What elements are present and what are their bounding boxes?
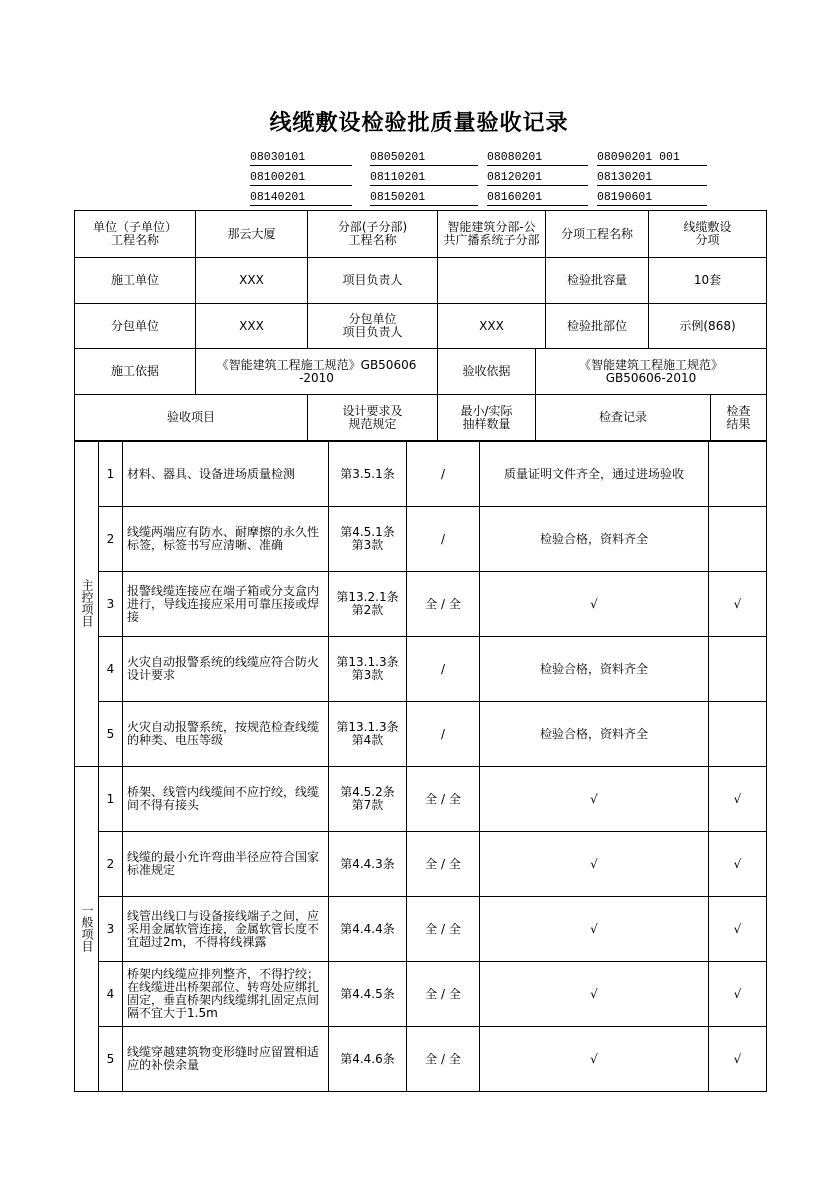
item-row — [75, 897, 767, 962]
item-sample: / — [407, 442, 480, 507]
item-description: 线管出线口与设备接线端子之间，应采用金属软管连接，金属软管长度不宜超过2m，不得将线裸露 — [123, 897, 329, 962]
accept-basis-label: 验收依据 — [438, 349, 536, 395]
location-label: 检验批部位 — [546, 304, 649, 349]
accept-basis-value: 《智能建筑工程施工规范》 GB50606-2010 — [536, 349, 767, 395]
code-row — [248, 170, 718, 190]
item-sample: 全 / 全 — [407, 1027, 480, 1092]
header-row — [75, 304, 767, 349]
item-sample: 全 / 全 — [407, 832, 480, 897]
item-row — [75, 702, 767, 767]
item-result — [709, 442, 767, 507]
item-sample: / — [407, 507, 480, 572]
header-row — [75, 349, 767, 395]
item-number: 5 — [99, 702, 123, 767]
item-number: 2 — [99, 832, 123, 897]
inspection-codes — [248, 150, 718, 210]
code: 08050201 — [370, 150, 478, 166]
column-header-row — [75, 395, 767, 441]
subcontractor-label: 分包单位 — [75, 304, 196, 349]
code: 08160201 — [487, 190, 588, 206]
header-row — [75, 258, 767, 304]
item-record: √ — [480, 962, 709, 1027]
item-sample: 全 / 全 — [407, 962, 480, 1027]
item-result — [709, 507, 767, 572]
pm-label: 项目负责人 — [308, 258, 438, 304]
item-description: 材料、器具、设备进场质量检测 — [123, 442, 329, 507]
item-row — [75, 1027, 767, 1092]
item-record: √ — [480, 897, 709, 962]
basis-value: 《智能建筑工程施工规范》GB50606 -2010 — [196, 349, 438, 395]
item-sample: / — [407, 702, 480, 767]
item-spec: 第13.1.3条 第4款 — [329, 702, 407, 767]
item-description: 报警线缆连接应在端子箱或分支盒内进行，导线连接应采用可靠压接或焊接 — [123, 572, 329, 637]
item-spec: 第4.4.3条 — [329, 832, 407, 897]
item-number: 4 — [99, 637, 123, 702]
code-row — [248, 150, 718, 170]
item-record: 检验合格，资料齐全 — [480, 507, 709, 572]
item-record: √ — [480, 1027, 709, 1092]
item-description: 桥架、线管内线缆间不应拧绞，线缆间不得有接头 — [123, 767, 329, 832]
item-result: √ — [709, 832, 767, 897]
division-label: 分部(子分部) 工程名称 — [308, 211, 438, 258]
item-number: 1 — [99, 442, 123, 507]
general-items-label: 一般项目 — [75, 767, 99, 1092]
location-value: 示例(868) — [649, 304, 767, 349]
contractor-value: XXX — [196, 258, 308, 304]
item-result — [709, 702, 767, 767]
subitem-label: 分项工程名称 — [546, 211, 649, 258]
item-sample: / — [407, 637, 480, 702]
division-value: 智能建筑分部-公 共广播系统子分部 — [438, 211, 546, 258]
item-spec: 第4.4.5条 — [329, 962, 407, 1027]
subcontractor-value: XXX — [196, 304, 308, 349]
col-record: 检查记录 — [536, 395, 711, 441]
capacity-label: 检验批容量 — [546, 258, 649, 304]
item-row — [75, 637, 767, 702]
code: 08120201 — [487, 170, 588, 186]
item-row — [75, 962, 767, 1027]
col-item: 验收项目 — [75, 395, 308, 441]
item-row — [75, 572, 767, 637]
item-result — [709, 637, 767, 702]
item-result: √ — [709, 572, 767, 637]
item-record: 检验合格，资料齐全 — [480, 637, 709, 702]
item-description: 火灾自动报警系统的线缆应符合防火设计要求 — [123, 637, 329, 702]
code: 08190601 — [597, 190, 707, 206]
item-result: √ — [709, 897, 767, 962]
code: 08130201 — [597, 170, 707, 186]
code: 08030101 — [250, 150, 352, 166]
item-spec: 第13.1.3条 第3款 — [329, 637, 407, 702]
header-row — [75, 211, 767, 258]
subitem-value: 线缆敷设 分项 — [649, 211, 767, 258]
item-record: √ — [480, 572, 709, 637]
record-table — [74, 210, 767, 441]
unit-value: 那云大厦 — [196, 211, 308, 258]
item-row — [75, 442, 767, 507]
item-number: 4 — [99, 962, 123, 1027]
item-number: 5 — [99, 1027, 123, 1092]
contractor-label: 施工单位 — [75, 258, 196, 304]
item-record: √ — [480, 767, 709, 832]
item-row — [75, 507, 767, 572]
item-record: 质量证明文件齐全，通过进场验收 — [480, 442, 709, 507]
basis-label: 施工依据 — [75, 349, 196, 395]
sub-pm-label: 分包单位 项目负责人 — [308, 304, 438, 349]
item-sample: 全 / 全 — [407, 897, 480, 962]
page-title: 线缆敷设检验批质量验收记录 — [269, 110, 569, 136]
item-spec: 第13.2.1条 第2款 — [329, 572, 407, 637]
pm-value — [438, 258, 546, 304]
sub-pm-value: XXX — [438, 304, 546, 349]
item-spec: 第4.5.1条 第3款 — [329, 507, 407, 572]
items-table — [74, 441, 767, 1092]
item-sample: 全 / 全 — [407, 572, 480, 637]
item-spec: 第4.5.2条 第7款 — [329, 767, 407, 832]
item-result: √ — [709, 767, 767, 832]
item-row — [75, 832, 767, 897]
item-row — [75, 767, 767, 832]
item-record: √ — [480, 832, 709, 897]
item-description: 线缆穿越建筑物变形缝时应留置相适应的补偿余量 — [123, 1027, 329, 1092]
col-design: 设计要求及 规范规定 — [308, 395, 438, 441]
unit-label: 单位（子单位） 工程名称 — [75, 211, 196, 258]
code: 08140201 — [250, 190, 352, 206]
item-number: 3 — [99, 572, 123, 637]
item-description: 火灾自动报警系统，按规范检查线缆的种类、电压等级 — [123, 702, 329, 767]
item-result: √ — [709, 1027, 767, 1092]
item-record: 检验合格，资料齐全 — [480, 702, 709, 767]
item-spec: 第4.4.4条 — [329, 897, 407, 962]
item-number: 3 — [99, 897, 123, 962]
item-result: √ — [709, 962, 767, 1027]
item-number: 2 — [99, 507, 123, 572]
item-description: 线缆的最小允许弯曲半径应符合国家标准规定 — [123, 832, 329, 897]
item-description: 线缆两端应有防水、耐摩擦的永久性标签，标签书写应清晰、准确 — [123, 507, 329, 572]
code: 08090201 001 — [597, 150, 707, 166]
code-row — [248, 190, 718, 210]
item-description: 桥架内线缆应排列整齐，不得拧绞；在线缆进出桥架部位、转弯处应绑扎固定，垂直桥架内线缆绑扎固定点间隔不宜大于1.5m — [123, 962, 329, 1027]
code: 08080201 — [487, 150, 588, 166]
code: 08100201 — [250, 170, 352, 186]
col-result: 检查 结果 — [711, 395, 767, 441]
main-items-label: 主控项目 — [75, 442, 99, 767]
item-number: 1 — [99, 767, 123, 832]
item-spec: 第3.5.1条 — [329, 442, 407, 507]
capacity-value: 10套 — [649, 258, 767, 304]
col-sample: 最小/实际 抽样数量 — [438, 395, 536, 441]
code: 08150201 — [370, 190, 478, 206]
code: 08110201 — [370, 170, 478, 186]
item-spec: 第4.4.6条 — [329, 1027, 407, 1092]
item-sample: 全 / 全 — [407, 767, 480, 832]
